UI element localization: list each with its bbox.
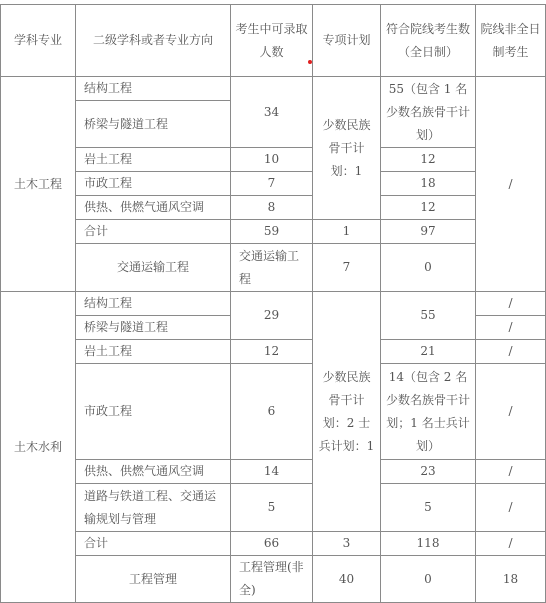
meet-cell: 18	[476, 556, 546, 603]
special-total: 3	[313, 532, 381, 556]
direction-cell: 结构工程	[76, 292, 231, 316]
meet-total: 118	[381, 532, 476, 556]
meet-cell: 5	[381, 484, 476, 532]
table-row	[1, 196, 546, 220]
direction-cell: 桥梁与隧道工程	[76, 316, 231, 340]
table-row	[1, 244, 546, 292]
meet-total: 97	[381, 220, 476, 244]
direction-cell: 供热、供燃气通风空调	[76, 196, 231, 220]
part-time-cell: /	[476, 364, 546, 460]
quota-cell: 14	[231, 460, 313, 484]
quota-total: 59	[231, 220, 313, 244]
direction-cell: 道路与铁道工程、交通运输规划与管理	[76, 484, 231, 532]
admission-table	[0, 4, 546, 603]
header-subject: 学科专业	[1, 5, 76, 77]
direction-cell: 岩土工程	[76, 340, 231, 364]
meet-cell: 55	[381, 292, 476, 340]
quota-cell: 12	[231, 340, 313, 364]
direction-cell: 岩土工程	[76, 148, 231, 172]
header-row	[1, 5, 546, 77]
table-row	[1, 532, 546, 556]
table-row	[1, 220, 546, 244]
direction-cell: 结构工程	[76, 77, 231, 101]
part-time-cell: /	[476, 316, 546, 340]
meet-cell: 18	[381, 172, 476, 196]
table-row	[1, 340, 546, 364]
direction-cell: 工程管理(非全)	[231, 556, 313, 603]
quota-cell: 29	[231, 292, 313, 340]
table-row	[1, 364, 546, 460]
table-row	[1, 556, 546, 603]
quota-cell: 5	[231, 484, 313, 532]
subject-mgmt: 工程管理	[76, 556, 231, 603]
header-special: 专项计划	[313, 5, 381, 77]
table-row	[1, 148, 546, 172]
special-total: 1	[313, 220, 381, 244]
table-row	[1, 172, 546, 196]
direction-cell: 交通运输工程	[231, 244, 313, 292]
meet-cell: 12	[381, 148, 476, 172]
subject-transport: 交通运输工程	[76, 244, 231, 292]
meet-cell: 21	[381, 340, 476, 364]
part-time-cell: /	[476, 340, 546, 364]
part-time-cell: /	[476, 484, 546, 532]
part-time-cell: /	[476, 460, 546, 484]
quota-cell: 6	[231, 364, 313, 460]
subject-civil-water: 土木水利	[1, 292, 76, 603]
part-time-cell: /	[476, 532, 546, 556]
table-row	[1, 292, 546, 316]
table-row	[1, 460, 546, 484]
quota-cell: 8	[231, 196, 313, 220]
header-meet-line: 符合院线考生数（全日制）	[381, 5, 476, 77]
direction-cell: 市政工程	[76, 364, 231, 460]
part-time-cell: /	[476, 77, 546, 292]
quota-cell: 7	[313, 244, 381, 292]
meet-cell: 12	[381, 196, 476, 220]
table-row	[1, 484, 546, 532]
special-plan-cell: 少数民族骨干计划：1	[313, 77, 381, 220]
quota-cell: 7	[231, 172, 313, 196]
subject-civil: 土木工程	[1, 77, 76, 292]
meet-cell: 23	[381, 460, 476, 484]
table-row	[1, 77, 546, 101]
meet-cell: 55（包含 1 名少数名族骨干计划）	[381, 77, 476, 148]
header-part-time: 院线非全日制考生	[476, 5, 546, 77]
special-cell: 0	[381, 244, 476, 292]
total-label: 合计	[76, 532, 231, 556]
quota-total: 66	[231, 532, 313, 556]
header-quota: 考生中可录取人数	[231, 5, 313, 77]
direction-cell: 市政工程	[76, 172, 231, 196]
red-dot-mark	[308, 60, 312, 64]
meet-cell: 14（包含 2 名少数名族骨干计划；1 名士兵计划）	[381, 364, 476, 460]
special-cell: 0	[381, 556, 476, 603]
quota-cell: 40	[313, 556, 381, 603]
header-direction: 二级学科或者专业方向	[76, 5, 231, 77]
direction-cell: 桥梁与隧道工程	[76, 101, 231, 148]
quota-cell: 34	[231, 77, 313, 148]
direction-cell: 供热、供燃气通风空调	[76, 460, 231, 484]
special-plan-cell: 少数民族骨干计划：2 士兵计划：1	[313, 292, 381, 532]
part-time-cell: /	[476, 292, 546, 316]
quota-cell: 10	[231, 148, 313, 172]
total-label: 合计	[76, 220, 231, 244]
